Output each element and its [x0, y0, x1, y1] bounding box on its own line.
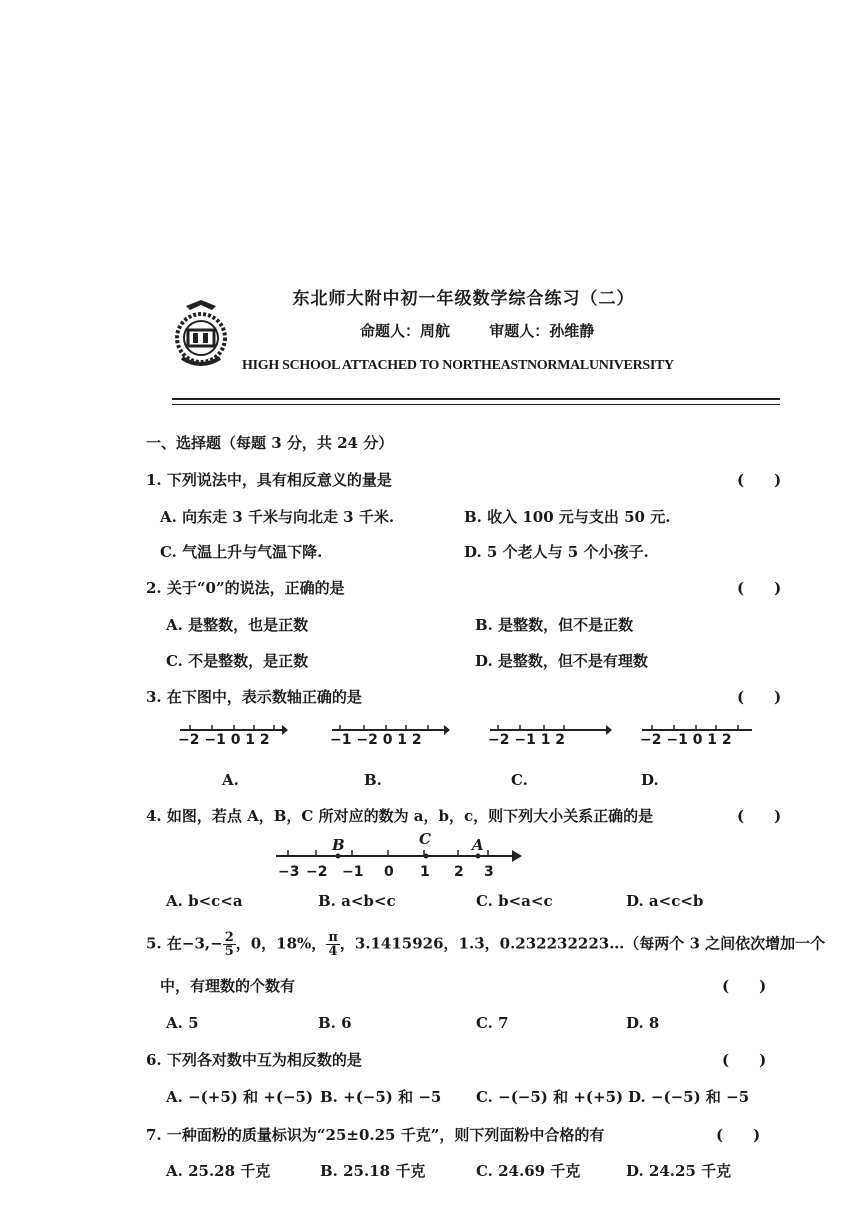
- q1-answer-paren: ( ): [737, 471, 782, 489]
- q5-option-b: B. 6: [318, 1014, 352, 1032]
- author-line: [360, 320, 628, 341]
- q2-option-a: A. 是整数，也是正数: [166, 616, 309, 634]
- q4-stem: 4. 如图，若点 A，B，C 所对应的数为 a，b，c，则下列大小关系正确的是: [146, 807, 654, 825]
- q3-axis-a-labels: −2 −1 0 1 2: [178, 732, 270, 748]
- q4-point-c-label: C: [419, 830, 431, 848]
- q5-stem: [146, 931, 825, 958]
- q6-option-c: C. −(−5) 和 +(+5): [476, 1088, 624, 1106]
- q4-tick-label: 0: [384, 864, 394, 880]
- header-rule-thick: [172, 398, 780, 400]
- q4-number-line: [276, 838, 522, 862]
- q2-option-b: B. 是整数，但不是正数: [475, 616, 634, 634]
- q7-option-a: A. 25.28 千克: [166, 1162, 271, 1180]
- q4-tick-label: −2: [306, 864, 328, 880]
- q5-stem-pre: 5. 在−3,−: [146, 934, 223, 953]
- q5-option-d: D. 8: [626, 1014, 660, 1032]
- q4-tick-label: 1: [420, 864, 430, 880]
- fraction-denominator: 5: [224, 944, 234, 959]
- q6-stem: 6. 下列各对数中互为相反数的是: [146, 1051, 362, 1069]
- q4-tick-label: 2: [454, 864, 464, 880]
- q4-point-b-label: B: [332, 836, 345, 854]
- author: 命题人：周航: [360, 322, 451, 340]
- q4-option-d: D. a<c<b: [626, 892, 704, 910]
- q3-option-d: D.: [641, 771, 659, 789]
- q1-option-c: C. 气温上升与气温下降.: [160, 543, 323, 561]
- q5-stem-mid: ，0，18%，: [235, 934, 327, 953]
- q7-stem: 7. 一种面粉的质量标识为“25±0.25 千克”，则下列面粉中合格的有: [146, 1126, 605, 1144]
- q3-axis-b-labels: −1 −2 0 1 2: [330, 732, 422, 748]
- fraction-denominator: 4: [328, 944, 338, 959]
- q5-stem-line2: 中，有理数的个数有: [160, 977, 296, 995]
- q1-stem: 1. 下列说法中，具有相反意义的量是: [146, 471, 392, 489]
- q7-option-d: D. 24.25 千克: [626, 1162, 732, 1180]
- q3-answer-paren: ( ): [737, 688, 782, 706]
- q5-option-c: C. 7: [476, 1014, 509, 1032]
- q5-stem-post: ，3.1415926，1.3̇，0.232232223…（每两个 3 之间依次增加一个: [339, 934, 826, 953]
- q3-option-a: A.: [222, 771, 239, 789]
- q4-option-a: A. b<c<a: [166, 892, 243, 910]
- q3-option-c: C.: [511, 771, 528, 789]
- q3-option-b: B.: [364, 771, 382, 789]
- q2-stem: 2. 关于“0”的说法，正确的是: [146, 579, 345, 597]
- q3-axis-c-labels: −2 −1 1 2: [488, 732, 566, 748]
- q4-option-c: C. b<a<c: [476, 892, 553, 910]
- school-english-name: HIGH SCHOOL ATTACHED TO NORTHEASTNORMALUNIVERSITY: [242, 358, 674, 373]
- q7-option-c: C. 24.69 千克: [476, 1162, 581, 1180]
- q4-point-a-label: A: [472, 836, 484, 854]
- q7-answer-paren: ( ): [716, 1126, 761, 1144]
- q6-option-d: D. −(−5) 和 −5: [628, 1088, 750, 1106]
- q5-answer-paren: ( ): [722, 977, 767, 995]
- q5-option-a: A. 5: [166, 1014, 199, 1032]
- fraction-numerator: π: [328, 930, 338, 945]
- q6-answer-paren: ( ): [722, 1051, 767, 1069]
- q6-option-a: A. −(+5) 和 +(−5): [166, 1088, 314, 1106]
- q2-option-c: C. 不是整数，是正数: [166, 652, 309, 670]
- q1-option-a: A. 向东走 3 千米与向北走 3 千米.: [160, 508, 395, 526]
- q1-option-b: B. 收入 100 元与支出 50 元.: [464, 508, 671, 526]
- fraction-numerator: 2: [224, 930, 234, 945]
- q5-fraction-two-fifths: [223, 931, 236, 958]
- header-rule-thin: [172, 404, 780, 405]
- section-heading: 一、选择题（每题 3 分，共 24 分）: [146, 434, 394, 452]
- reviewer: 审题人：孙维静: [489, 322, 595, 340]
- q7-option-b: B. 25.18 千克: [320, 1162, 426, 1180]
- q4-tick-label: −1: [342, 864, 364, 880]
- q6-option-b: B. +(−5) 和 −5: [320, 1088, 442, 1106]
- page-title: 东北师大附中初一年级数学综合练习（二）: [292, 289, 635, 309]
- q5-fraction-pi-quarter: [326, 931, 340, 958]
- q4-tick-label: −3: [278, 864, 300, 880]
- q3-axis-d-labels: −2 −1 0 1 2: [640, 732, 732, 748]
- q3-stem: 3. 在下图中，表示数轴正确的是: [146, 688, 362, 706]
- q4-tick-label: 3: [484, 864, 494, 880]
- q4-option-b: B. a<b<c: [318, 892, 396, 910]
- q1-option-d: D. 5 个老人与 5 个小孩子.: [464, 543, 649, 561]
- q4-answer-paren: ( ): [737, 807, 782, 825]
- q2-answer-paren: ( ): [737, 579, 782, 597]
- q2-option-d: D. 是整数，但不是有理数: [475, 652, 648, 670]
